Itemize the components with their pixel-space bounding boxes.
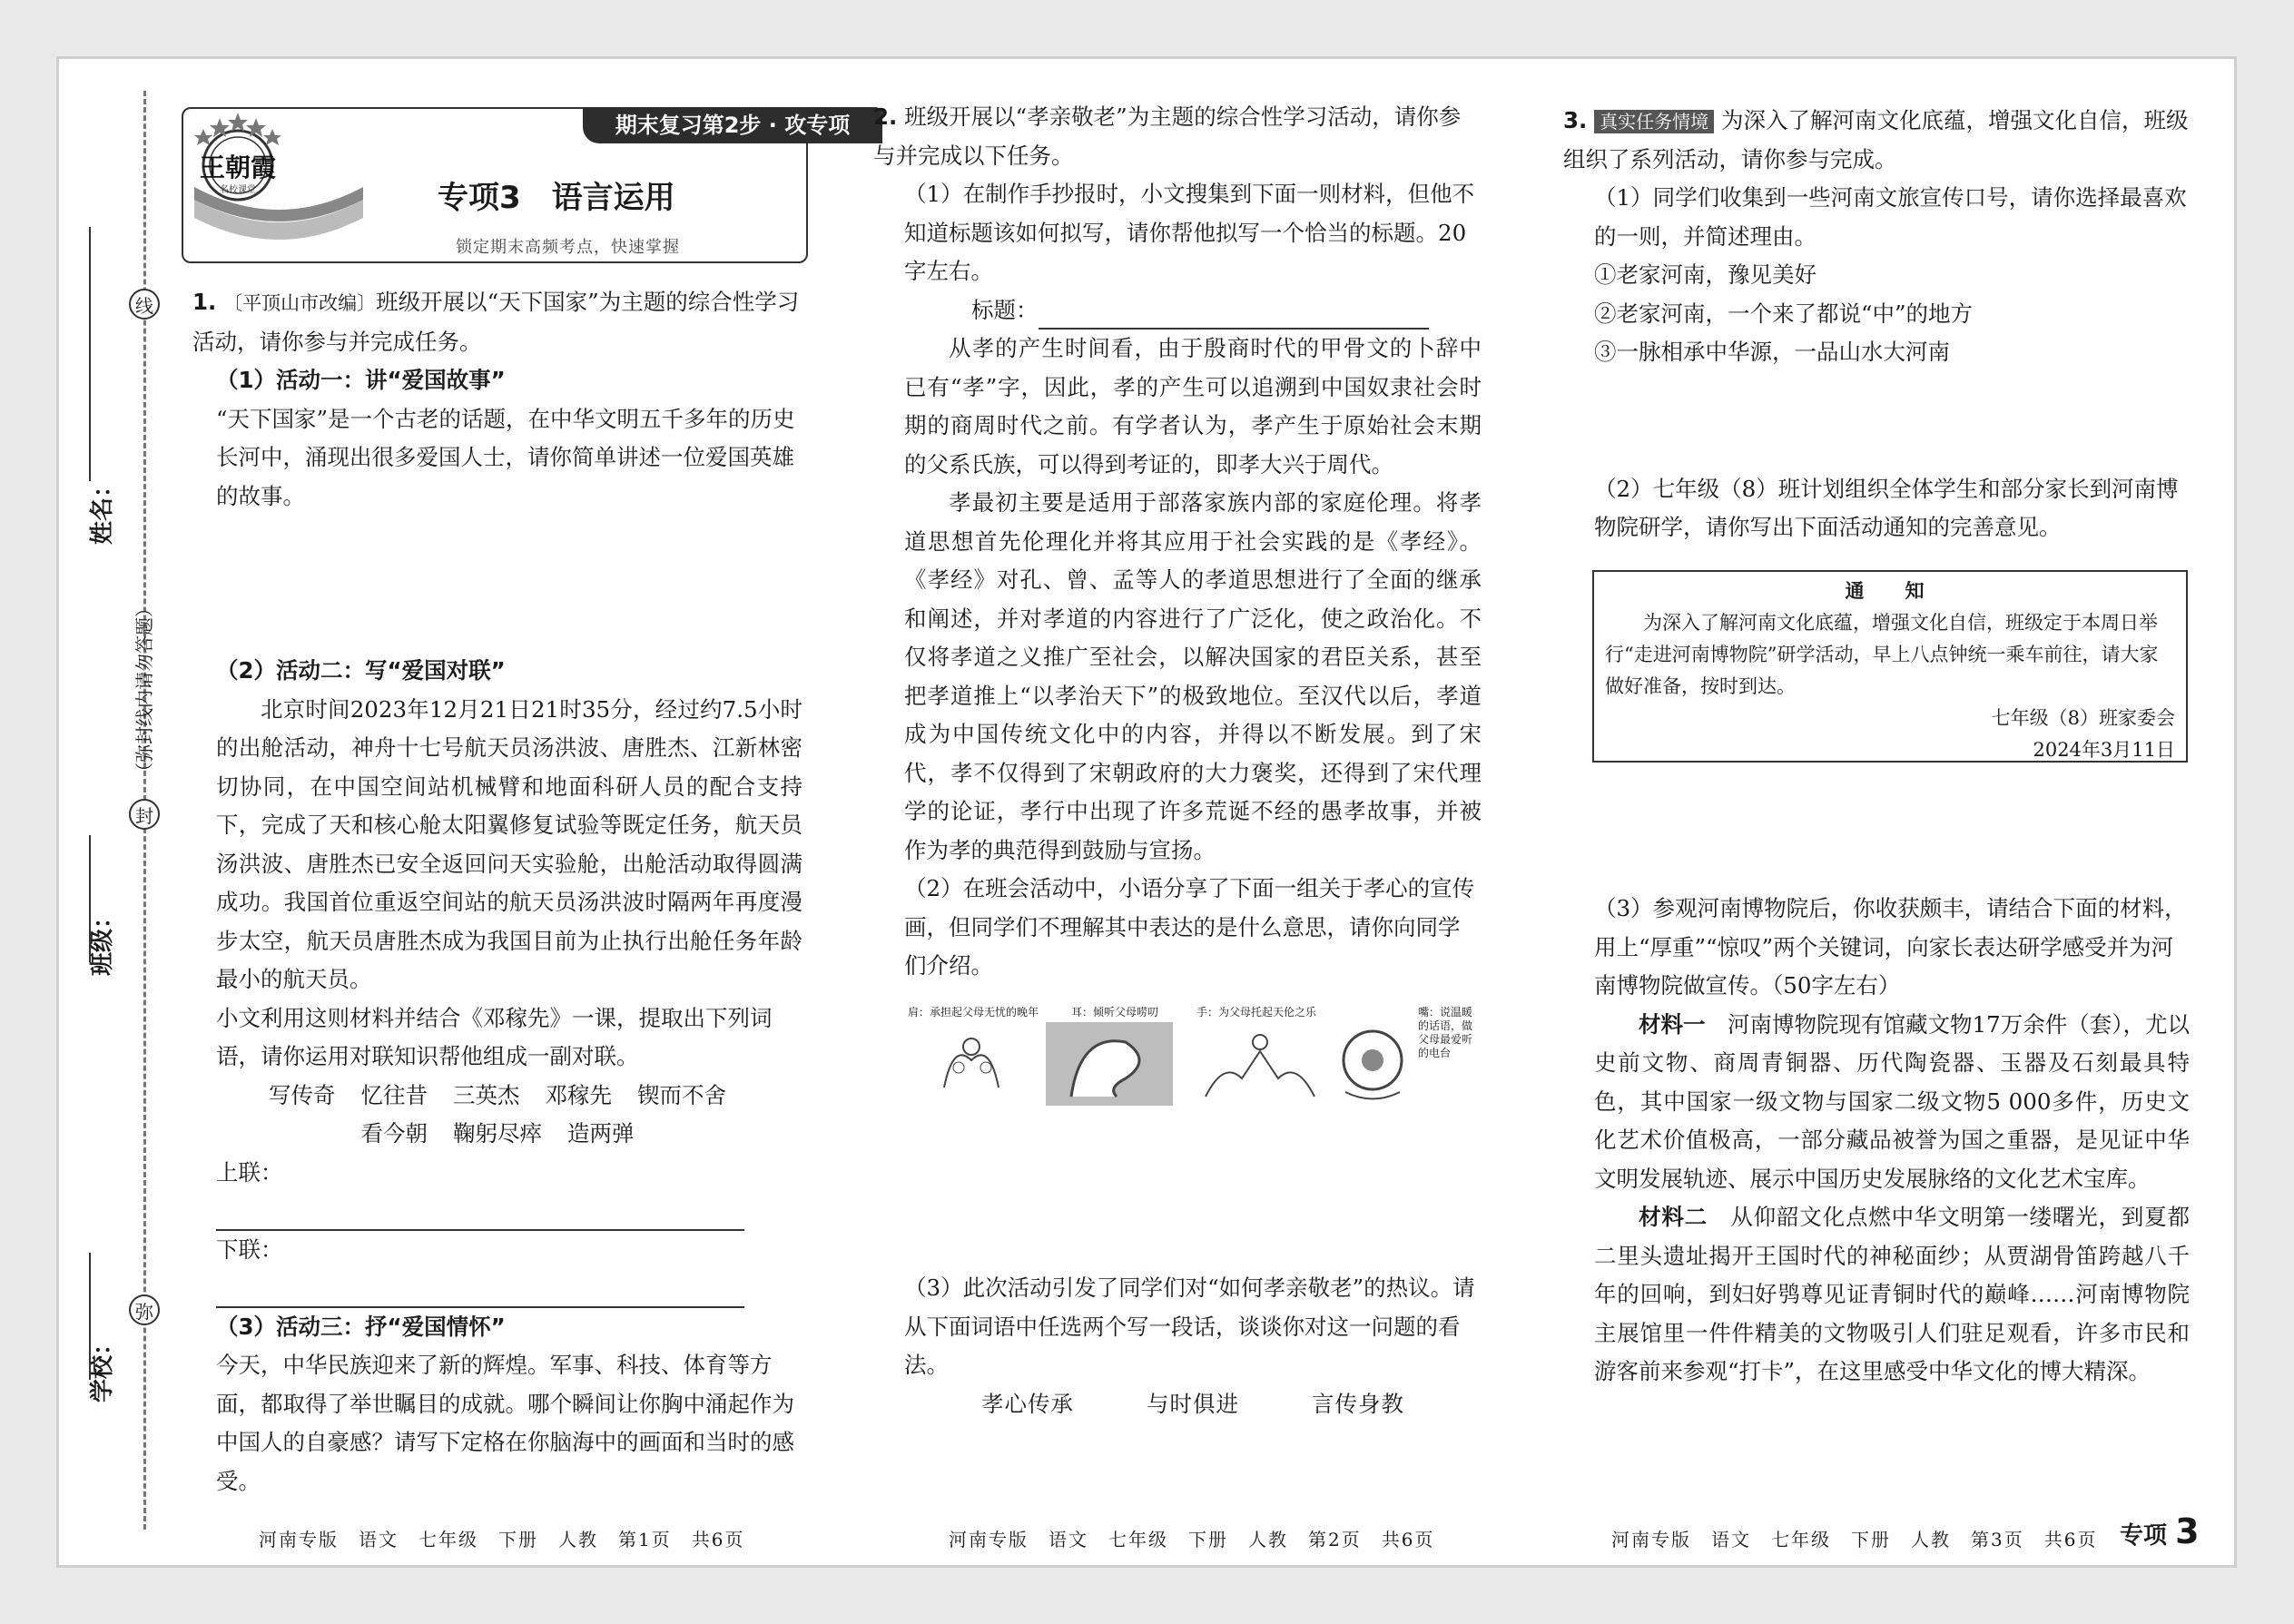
q1-source: 〔平顶山市改编〕 — [223, 292, 377, 314]
topic-footer-tag: 专项 3 — [2120, 1511, 2200, 1551]
poster-panel-hand: 手：为父母托起天伦之乐 — [1187, 1006, 1325, 1107]
q3-part1: （1）同学们收集到一些河南文旅宣传口号，请你选择最喜欢的一则，并简述理由。 — [1594, 184, 2187, 250]
q2-material-1: 从孝的产生时间看，由于殷商时代的甲骨文的卜辞中已有“孝”字，因此，孝的产生可以追溯到中国奴隶社会时期的商周时代之前。有学者认为，孝产生于原始社会末期的父系氏族，可以得到考证的，即孝大兴于周代。 — [904, 335, 1482, 477]
notice-date: 2024年3月11日 — [2033, 739, 2175, 761]
q1-lower-line[interactable]: 下联： — [192, 1231, 802, 1308]
class-blank[interactable] — [89, 835, 91, 962]
mark-close: 弥 — [129, 1294, 160, 1325]
q1-activity2-title: （2）活动二：写“爱国对联” — [216, 657, 506, 684]
q2-part3: （3）此次活动引发了同学们对“如何孝亲敬老”的热议。请从下面词语中任选两个写一段话，谈谈你对这一问题的看法。 — [904, 1275, 1475, 1378]
column-1 — [192, 283, 802, 1501]
q1-word-row-2: 看今朝 鞠躬尽瘁 造两弹 — [360, 1120, 635, 1147]
q3-number: 3. — [1563, 107, 1588, 133]
q3-part3: （3）参观河南博物院后，你收获颇丰，请结合下面的材料，用上“厚重”“惊叹”两个关键词，向家长表达研学感受并为河南博物院做宣传。（50字左右） — [1594, 895, 2187, 999]
seal-note: （弥封线内请勿答题） — [133, 599, 155, 781]
poster-panel-mouth: 嘴：说温暖的话语，做父母最爱听的电台 — [1327, 1006, 1465, 1107]
name-label: 姓名： — [89, 473, 116, 545]
topic-header — [182, 107, 851, 263]
q3-answer-space-1[interactable] — [1563, 372, 2190, 470]
notice-title: 通 知 — [1845, 580, 1935, 602]
q1-activity3-title: （3）活动三：抒“爱国情怀” — [216, 1313, 506, 1340]
q1-activity1-text: “天下国家”是一个古老的话题，在中华文明五千多年的历史长河中，涌现出很多爱国人士，请你简单讲述一位爱国英雄的故事。 — [216, 405, 795, 509]
column-2 — [873, 98, 1482, 986]
q1-activity2-text: 北京时间2023年12月21日21时35分，经过约7.5小时的出舱活动，神舟十七号航天员汤洪波、唐胜杰、江新林密切协同，在中国空间站机械臂和地面科研人员的配合支持下，完成了天和核心舱太阳翼修复试验等既定任务，航天员汤洪波、唐胜杰已安全返回问天实验舱，出舱活动取得圆满成功。我国首位重返空间站的航天员汤洪波时隔两年再度漫步太空，航天员唐胜杰成为我国目前为止执行出舱任务年龄最小的航天员。 — [216, 695, 802, 992]
footer-page-1: 河南专版 语文 七年级 下册 人教 第1页 共6页 — [259, 1529, 745, 1550]
name-blank[interactable] — [89, 227, 91, 481]
q3-stem: 3. 真实任务情境 为深入了解河南文化底蕴，增强文化自信，班级组织了系列活动，请你参与完成。 — [1563, 107, 2189, 172]
topic-subtitle: 锁定期末高频考点，快速掌握 — [456, 238, 680, 257]
q2-part2: （2）在班会活动中，小语分享了下面一组关于孝心的宣传画，但同学们不理解其中表达的是什么意思，请你向同学们介绍。 — [904, 875, 1475, 979]
q3-option-1: ①老家河南，豫见美好 — [1594, 261, 1816, 288]
q2-stem: 2. 班级开展以“孝亲敬老”为主题的综合性学习活动，请你参与并完成以下任务。 — [873, 103, 1462, 169]
footer-page-3: 河南专版 语文 七年级 下册 人教 第3页 共6页 — [1611, 1529, 2098, 1550]
school-label: 学校： — [89, 1331, 116, 1403]
q2-number: 2. — [873, 103, 898, 130]
q2-material-2: 孝最初主要是适用于部落家族内部的家庭伦理。将孝道思想首先伦理化并将其应用于社会实践的是《孝经》。《孝经》对孔、曾、孟等人的孝道思想进行了全面的继承和阐述，并对孝道的内容进行了广泛化，使之政治化。不仅将孝道之义推广至社会，以解决国家的君臣关系，甚至把孝道推上“以孝治天下”的极致地位。至汉代以后，孝道成为中国传统文化中的内容，并得以不断发展。到了宋代，孝不仅得到了宋朝政府的大力褒奖，还得到了宋代理学的论证，孝行中出现了许多荒诞不经的愚孝故事，并被作为孝的典范得到鼓励与宣扬。 — [904, 489, 1482, 863]
q3-material-2: 材料二 从仰韶文化点燃中华文明第一缕曙光，到夏都二里头遗址揭开王国时代的神秘面纱；从贾湖骨笛跨越八千年的回响，到妇好鸮尊见证青铜时代的巅峰……河南博物院主展馆里一件件精美的文物吸引人们驻足观看，许多市民和游客前来参观“打卡”，在这里感受中华文化的博大精深。 — [1594, 1204, 2191, 1384]
notice-sign: 七年级（8）班家委会 — [1991, 707, 2175, 729]
mark-seal: 封 — [129, 799, 160, 830]
q2-part1: （1）在制作手抄报时，小文搜集到下面一则材料，但他不知道标题该如何拟写，请你帮他拟写一个恰当的标题。20字左右。 — [904, 181, 1475, 284]
publisher-logo — [183, 109, 374, 245]
mark-line: 线 — [129, 289, 160, 320]
logo-name: 王朝霞 — [199, 153, 277, 182]
footer-page-2: 河南专版 语文 七年级 下册 人教 第2页 共6页 — [949, 1529, 1435, 1550]
q1-activity1-title: （1）活动一：讲“爱国故事” — [216, 367, 506, 393]
notice-body: 为深入了解河南文化底蕴，增强文化自信，班级定于本周日举行“走进河南博物院”研学活动，早上八点钟统一乘车前往，请大家做好准备，按时到达。 — [1605, 612, 2159, 697]
topic-title: 专项3 语言运用 — [438, 180, 675, 216]
q3-part3-block — [1594, 890, 2190, 1392]
logo-sub: 名校课堂 — [220, 185, 256, 195]
q3-part2: （2）七年级（8）班计划组织全体学生和部分家长到河南博物院研学，请你写出下面活动通知的完善意见。 — [1594, 475, 2179, 540]
q1-activity3-text: 今天，中华民族迎来了新的辉煌。军事、科技、体育等方面，都取得了举世瞩目的成就。哪个瞬间让你胸中涌起作为中国人的自豪感？请写下定格在你脑海中的画面和当时的感受。 — [216, 1352, 794, 1494]
q2-title-line[interactable]: 标题： — [873, 291, 1482, 330]
q3-material-1: 材料一 河南博物院现有馆藏文物17万余件（套），尤以史前文物、商周青铜器、历代陶瓷器、玉器及石刻最具特色，其中国家一级文物与国家二级文物5 000多件，历史文化艺术价值极高，一部分藏品被誉为国之重器，是见证中华文明发展轨迹、展示中国历史发展脉络的文化艺术宝库。 — [1594, 1010, 2191, 1192]
column-3 — [1563, 102, 2190, 547]
q2-part3-block — [904, 1269, 1482, 1423]
activity-notice — [1592, 570, 2188, 763]
poster-panel-ear: 耳：倾听父母唠叨 — [1044, 1006, 1182, 1107]
class-label: 班级： — [89, 904, 116, 976]
poster-panel-shoulder: 肩：承担起父母无忧的晚年 — [908, 1006, 1046, 1107]
q3-option-2: ②老家河南，一个来了都说“中”的地方 — [1594, 300, 1974, 327]
q1-activity2-prompt: 小文利用这则材料并结合《邓稼先》一课，提取出下列词语，请你运用对联知识帮他组成一副对联。 — [216, 1004, 773, 1069]
q1-number: 1. — [192, 289, 217, 315]
q1-word-row-1: 写传奇 忆往昔 三英杰 邓稼先 锲而不舍 — [269, 1081, 726, 1108]
review-banner: 期末复习第2步 · 攻专项 — [583, 107, 882, 143]
q3-option-3: ③一脉相承中华源，一品山水大河南 — [1594, 339, 1950, 365]
q2-word-row: 孝心传承 与时俱进 言传身教 — [981, 1390, 1404, 1417]
task-context-tag: 真实任务情境 — [1594, 110, 1714, 133]
q1-answer-space-1[interactable] — [192, 516, 802, 652]
school-blank[interactable] — [89, 1253, 91, 1380]
q1-upper-line[interactable]: 上联： — [192, 1154, 802, 1231]
q1-stem: 1. 〔平顶山市改编〕班级开展以“天下国家”为主题的综合性学习活动，请你参与并完成任务。 — [192, 289, 800, 355]
